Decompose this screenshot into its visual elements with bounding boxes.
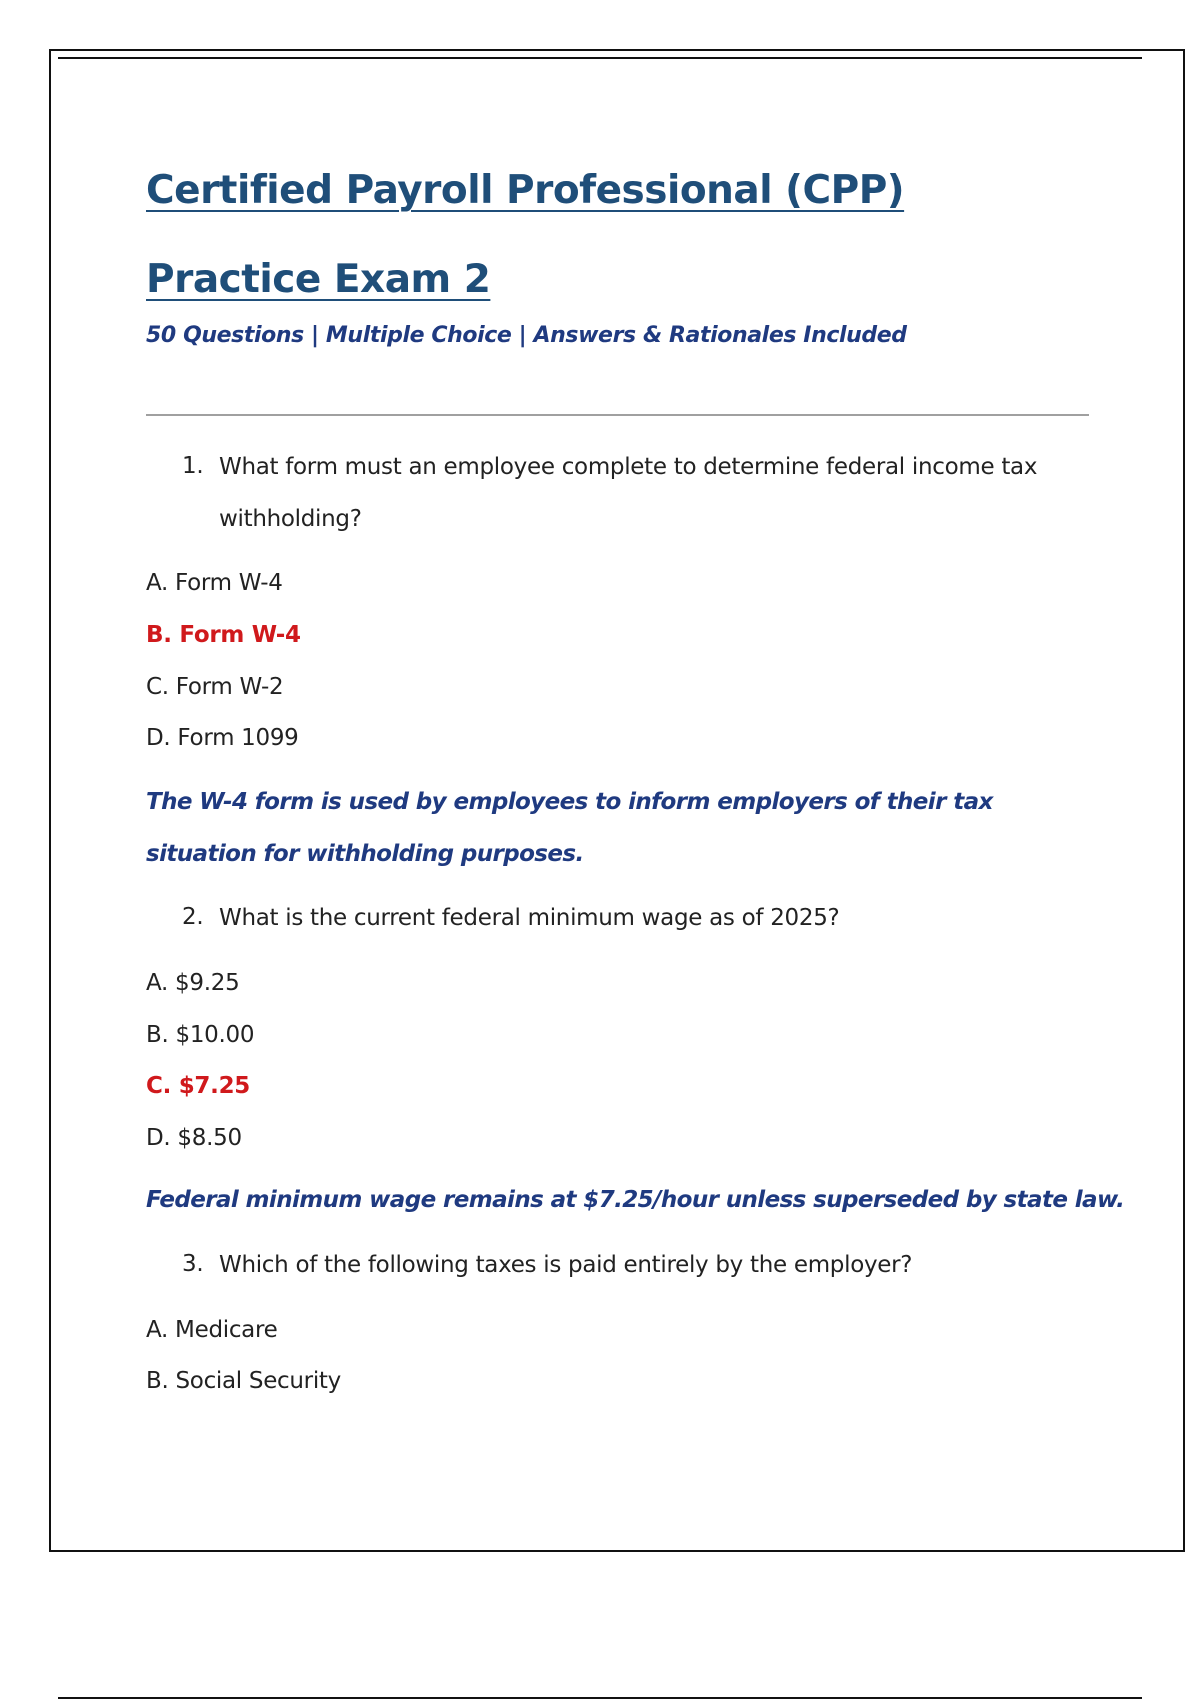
option-a: A. $9.25 xyxy=(146,970,240,996)
option-c: C. Form W-2 xyxy=(146,674,284,700)
question-text: What form must an employee complete to determine federal income tax withholding? xyxy=(219,454,1038,532)
option-b: B. $10.00 xyxy=(146,1022,255,1048)
option-a: A. Form W-4 xyxy=(146,570,283,596)
next-page-rule xyxy=(58,1697,1142,1699)
rationale-1: The W-4 form is used by employees to inform employers of their tax situation for withholding purposes. xyxy=(146,789,993,867)
option-d: D. Form 1099 xyxy=(146,725,299,751)
section-divider xyxy=(146,414,1089,416)
question-number: 2. xyxy=(182,904,204,930)
option-b-correct: B. Form W-4 xyxy=(146,622,301,648)
document-title xyxy=(146,146,1086,324)
document-title-text: Certified Payroll Professional (CPP) Practice Exam 2 xyxy=(146,168,905,302)
question-number: 1. xyxy=(182,453,204,479)
top-rule xyxy=(58,57,1142,59)
option-b: B. Social Security xyxy=(146,1368,341,1394)
rationale-2: Federal minimum wage remains at $7.25/hour unless superseded by state law. xyxy=(146,1187,1125,1213)
question-text: Which of the following taxes is paid entirely by the employer? xyxy=(219,1252,913,1278)
option-a: A. Medicare xyxy=(146,1317,278,1343)
option-c-correct: C. $7.25 xyxy=(146,1073,250,1099)
question-text: What is the current federal minimum wage as of 2025? xyxy=(219,905,840,931)
option-d: D. $8.50 xyxy=(146,1125,242,1151)
question-number: 3. xyxy=(182,1251,204,1277)
document-subtitle: 50 Questions | Multiple Choice | Answers & Rationales Included xyxy=(146,323,907,348)
